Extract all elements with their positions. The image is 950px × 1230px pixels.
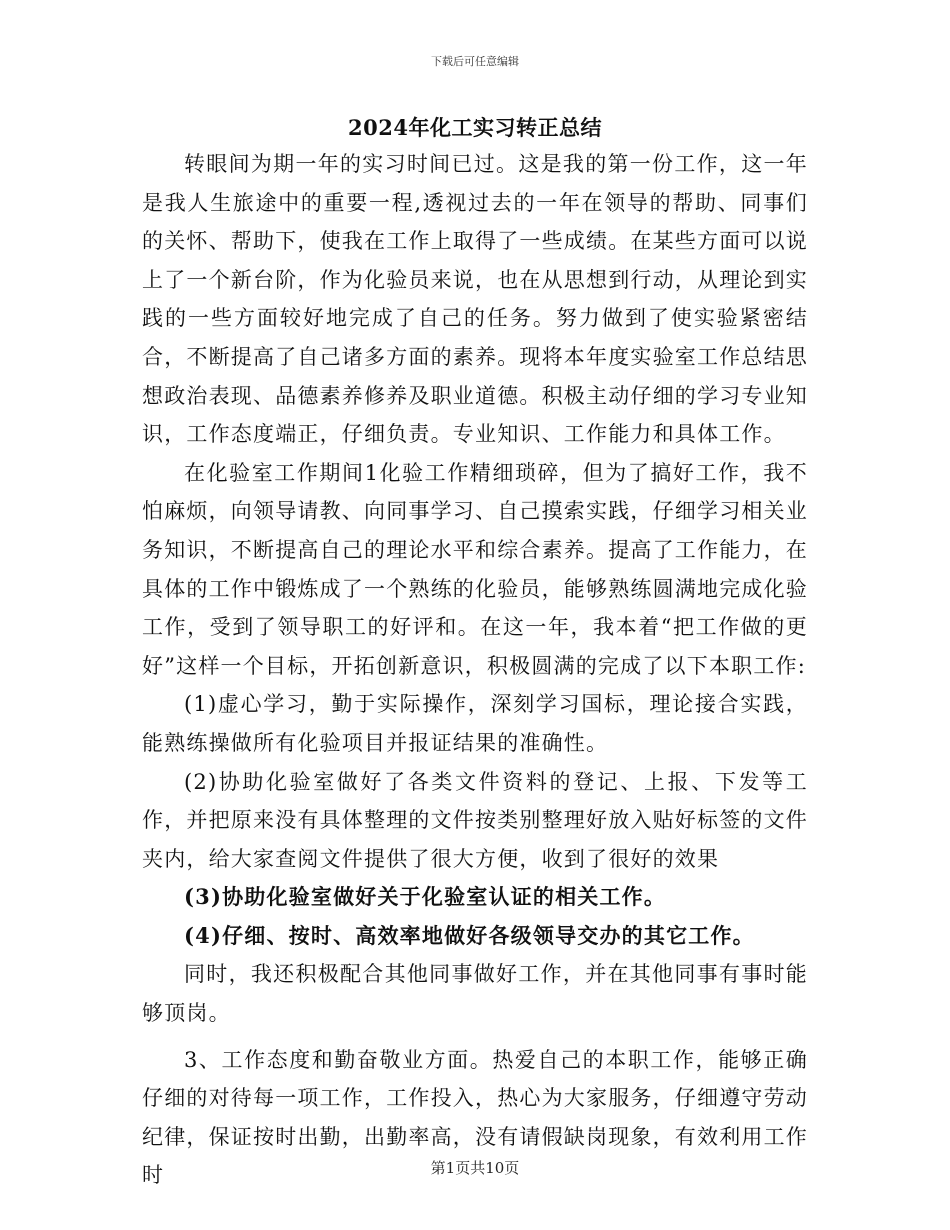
paragraph-lab-work: 在化验室工作期间1化验工作精细琐碎，但为了搞好工作，我不怕麻烦，向领导请教、向同事学习、自己摸索实践，仔细学习相关业务知识，不断提高自己的理论水平和综合素养。提高了工作能力，在具体的工作中锻炼成了一个熟练的化验员，能够熟练圆满地完成化验工作，受到了领导职工的好评和。在这一年，我本着“把工作做的更好”这样一个目标，开拓创新意识，积极圆满的完成了以下本职工作: — [142, 460, 808, 678]
paragraph-item-4: (4)仔细、按时、高效率地做好各级领导交办的其它工作。 — [184, 922, 755, 948]
paragraph-work-attitude: 3、工作态度和勤奋敬业方面。热爱自己的本职工作，能够正确仔细的对待每一项工作，工作投入，热心为大家服务，仔细遵守劳动纪律，保证按时出勤，出勤率高，没有请假缺岗现象，有效利用工作时 — [142, 1047, 808, 1188]
paragraph-cooperation: 同时，我还积极配合其他同事做好工作，并在其他同事有事时能够顶岗。 — [142, 962, 808, 1026]
document-title: 2024年化工实习转正总结 — [348, 115, 602, 140]
page-number: 第1页共10页 — [430, 1159, 520, 1177]
header-note: 下载后可任意编辑 — [431, 55, 519, 68]
paragraph-item-2: (2)协助化验室做好了各类文件资料的登记、上报、下发等工作，并把原来没有具体整理的文件按类别整理好放入贴好标签的文件夹内，给大家查阅文件提供了很大方便，收到了很好的效果 — [142, 769, 808, 871]
paragraph-intro: 转眼间为期一年的实习时间已过。这是我的第一份工作，这一年是我人生旅途中的重要一程,透视过去的一年在领导的帮助、同事们的关怀、帮助下，使我在工作上取得了一些成绩。在某些方面可以说上了一个新台阶，作为化验员来说，也在从思想到行动，从理论到实践的一些方面较好地完成了自己的任务。努力做到了使实验紧密结合，不断提高了自己诸多方面的素养。现将本年度实验室工作总结思想政治表现、品德素养修养及职业道德。积极主动仔细的学习专业知识，工作态度端正，仔细负责。专业知识、工作能力和具体工作。 — [142, 152, 808, 447]
paragraph-item-3: (3)协助化验室做好关于化验室认证的相关工作。 — [184, 884, 667, 910]
document-body — [142, 145, 808, 1195]
paragraph-item-1: (1)虚心学习，勤于实际操作，深刻学习国标，理论接合实践，能熟练操做所有化验项目并报证结果的准确性。 — [142, 692, 808, 755]
